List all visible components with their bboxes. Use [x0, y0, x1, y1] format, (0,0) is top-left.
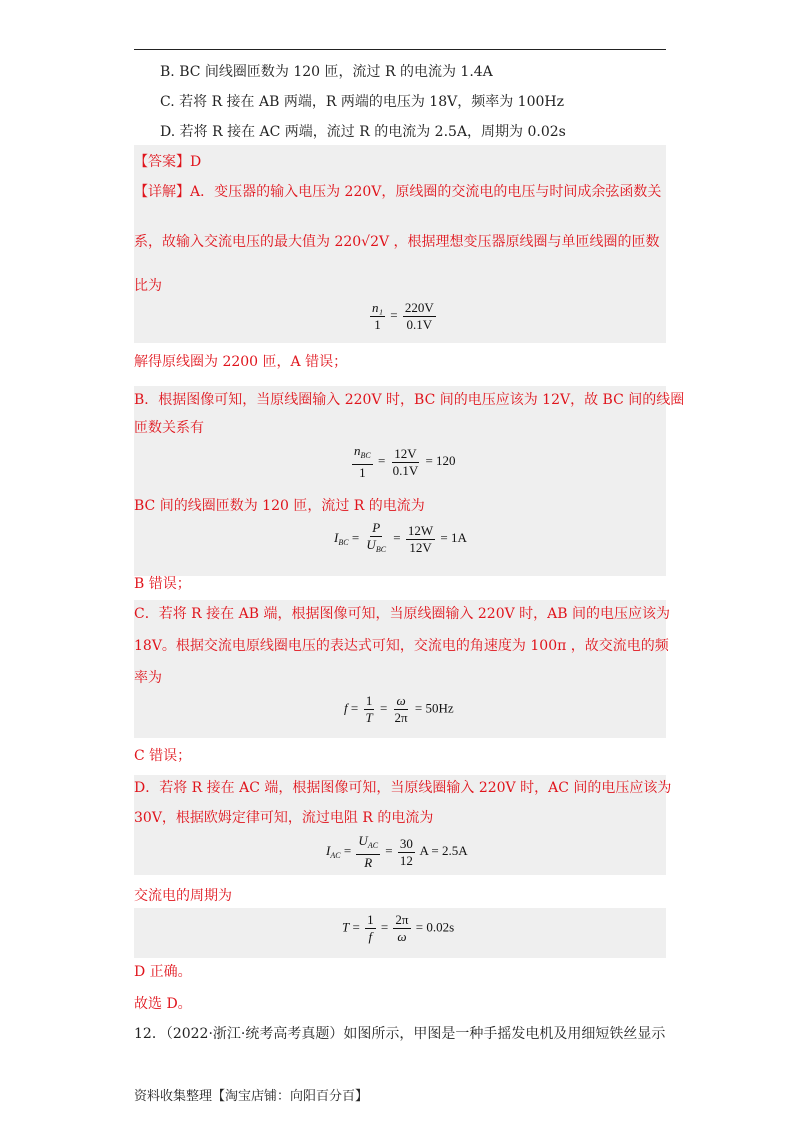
option-d: D. 若将 R 接在 AC 两端，流过 R 的电流为 2.5A，周期为 0.02s — [160, 124, 566, 140]
option-c: C. 若将 R 接在 AB 两端，R 两端的电压为 18V，频率为 100Hz — [160, 94, 564, 110]
header-rule — [134, 49, 666, 50]
detail-c-line2: 18V。根据交流电原线圈电压的表达式可知，交流电的角速度为 100π ，故交流电的频 — [134, 638, 669, 654]
equation-2: $\frac{n_{BC}}{1}$ = $\frac{12V}{0.1V}$ = 120 — [354, 443, 456, 480]
detail-b-line3: BC 间的线圈匝数为 120 匝，流过 R 的电流为 — [134, 498, 425, 514]
option-b: B. BC 间线圈匝数为 120 匝，流过 R 的电流为 1.4A — [160, 64, 493, 80]
detail-c-line4: C 错误； — [134, 748, 192, 764]
detail-d-line4: D 正确。 — [134, 964, 192, 980]
detail-b-line1: B．根据图像可知，当原线圈输入 220V 时，BC 间的电压应该为 12V，故 BC 间的线圈 — [134, 392, 685, 408]
detail-a-line2: 系，故输入交流电压的最大值为 220√2V ，根据理想变压器原线圈与单匝线圈的匝数 — [134, 234, 660, 250]
detail-b-line2: 匝数关系有 — [134, 420, 204, 436]
detail-a-line4: 解得原线圈为 2200 匝，A 错误； — [134, 354, 348, 370]
answer-line: 【答案】D — [134, 154, 202, 170]
detail-c-line3: 率为 — [134, 670, 162, 686]
page-footer: 资料收集整理【淘宝店铺：向阳百分百】 — [134, 1089, 369, 1104]
detail-a-line3: 比为 — [134, 278, 162, 294]
equation-5: $I_{AC}$ = $\frac{U_{AC}}{R}$ = $\frac{30}{12}$ A = 2.5A — [326, 833, 468, 870]
equation-1: $\frac{\text{n₁}}{1}$ = $\frac{220V}{0.1V}$ — [372, 300, 434, 332]
detail-d-line2: 30V，根据欧姆定律可知，流过电阻 R 的电流为 — [134, 810, 434, 826]
next-question: 12．（2022·浙江·统考高考真题）如图所示，甲图是一种手摇发电机及用细短铁丝显示 — [134, 1026, 666, 1042]
detail-c-line1: C．若将 R 接在 AB 端，根据图像可知，当原线圈输入 220V 时，AB 间的电压应该为 — [134, 606, 671, 622]
equation-3: $I_{BC}$ = $\frac{P}{U_{BC}}$ = $\frac{12W}{12V}$ = 1A — [334, 520, 467, 555]
detail-d-line1: D．若将 R 接在 AC 端，根据图像可知，当原线圈输入 220V 时，AC 间的电压应该为 — [134, 780, 672, 796]
equation-6: T = $\frac{1}{f}$ = $\frac{2\pi}{\omega}$ = 0.02s — [342, 912, 455, 944]
detail-a-line1: 【详解】A．变压器的输入电压为 220V，原线圈的交流电的电压与时间成余弦函数关 — [134, 184, 662, 200]
equation-4: f = $\frac{1}{T}$ = $\frac{\omega}{2\pi}$ = 50Hz — [344, 693, 454, 725]
detail-b-line4: B 错误； — [134, 576, 191, 592]
detail-d-line3: 交流电的周期为 — [134, 888, 232, 904]
conclusion-line: 故选 D。 — [134, 996, 192, 1012]
